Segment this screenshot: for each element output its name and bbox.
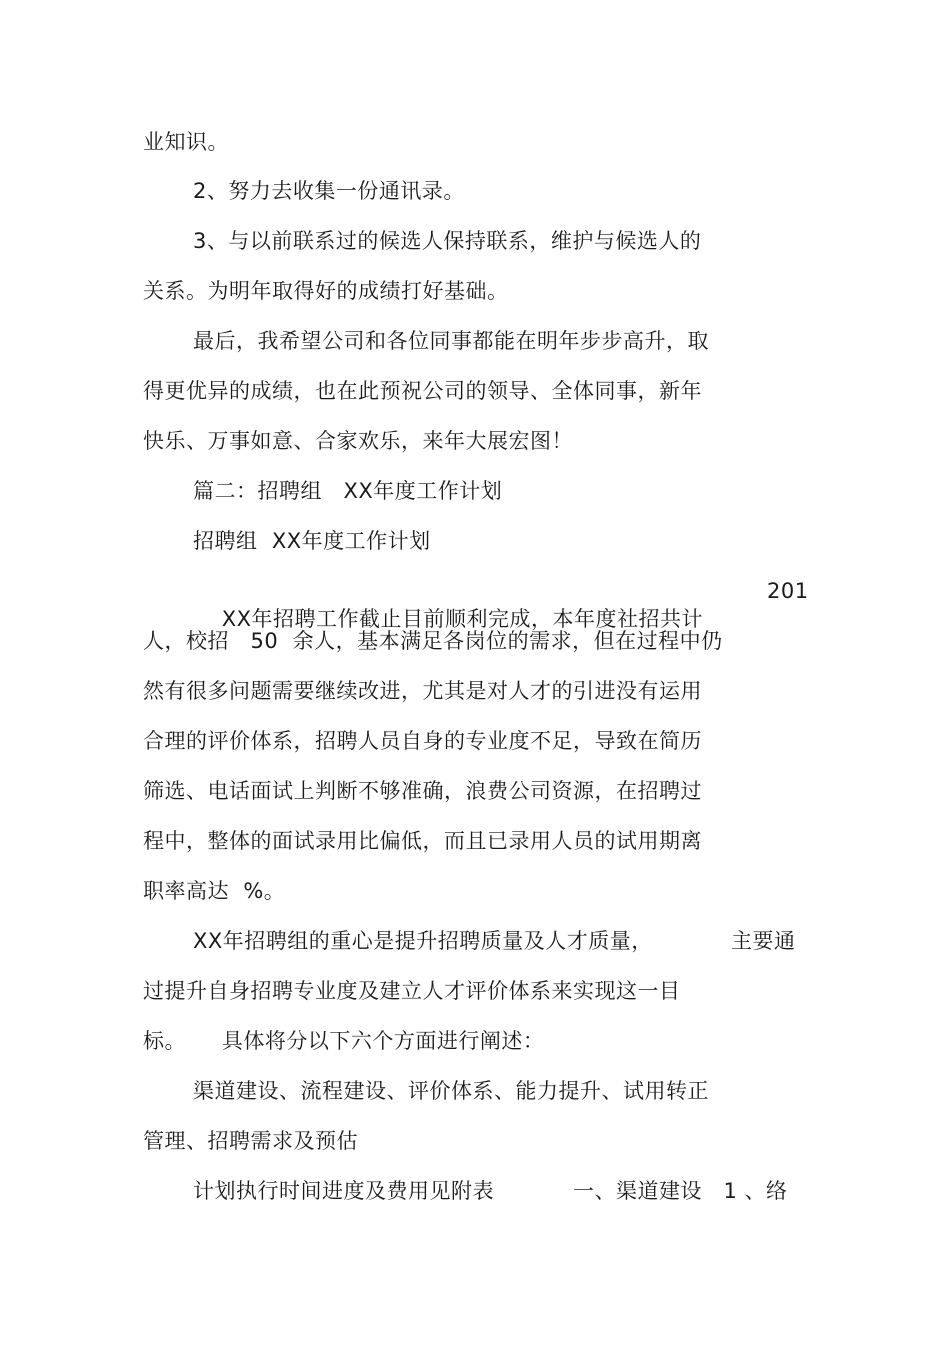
paragraph-line: 职率高达 %。: [143, 879, 286, 903]
paragraph-line: 计划执行时间进度及费用见附表: [193, 1179, 494, 1203]
paragraph-line: 过提升自身招聘专业度及建立人才评价体系来实现这一目: [143, 979, 681, 1003]
paragraph-line: 然有很多问题需要继续改进，尤其是对人才的引进没有运用: [143, 679, 702, 703]
paragraph-line: 筛选、电话面试上判断不够准确，浪费公司资源，在招聘过: [143, 779, 702, 803]
paragraph-line: 标。 具体将分以下六个方面进行阐述：: [143, 1029, 545, 1053]
paragraph-line-tail: 一、渠道建设 1 、络: [573, 1179, 788, 1203]
closing-paragraph-line: 得更优异的成绩，也在此预祝公司的领导、全体同事，新年: [143, 379, 702, 403]
paragraph-line: 人，校招 50 余人，基本满足各岗位的需求，但在过程中仍: [143, 629, 723, 653]
paragraph-line-tail: 主要通: [731, 929, 796, 953]
list-item-2: 2、努力去收集一份通讯录。: [193, 179, 465, 203]
paragraph-line: 程中，整体的面试录用比偏低，而且已录用人员的试用期离: [143, 829, 702, 853]
section-title: 招聘组 XX年度工作计划: [193, 529, 431, 553]
paragraph-line: 管理、招聘需求及预估: [143, 1129, 358, 1153]
paragraph-line: XX年招聘组的重心是提升招聘质量及人才质量，: [193, 929, 653, 953]
paragraph-line: 关系。为明年取得好的成绩打好基础。: [143, 279, 509, 303]
list-item-3: 3、与以前联系过的候选人保持联系，维护与候选人的: [193, 229, 702, 253]
paragraph-line: 合理的评价体系，招聘人员自身的专业度不足，导致在简历: [143, 729, 702, 753]
paragraph-line-number: 201: [767, 579, 809, 603]
section-heading: 篇二：招聘组 XX年度工作计划: [193, 479, 503, 503]
paragraph-line: 业知识。: [143, 130, 229, 154]
paragraph-line: 渠道建设、流程建设、评价体系、能力提升、试用转正: [193, 1079, 709, 1103]
closing-paragraph-line: 最后，我希望公司和各位同事都能在明年步步高升，取: [193, 329, 709, 353]
paragraph-line-text: XX年招聘工作截止目前顺利完成，本年度社招共计: [221, 607, 703, 631]
closing-paragraph-line: 快乐、万事如意、合家欢乐，来年大展宏图！: [143, 429, 573, 453]
